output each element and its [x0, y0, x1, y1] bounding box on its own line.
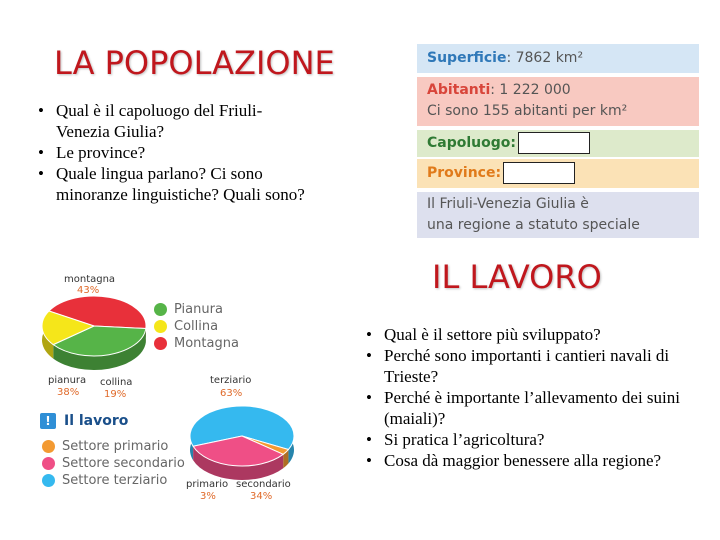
region-info-box — [417, 44, 699, 238]
capoluogo-blank-box — [518, 132, 590, 154]
legend-item-collina — [154, 318, 239, 335]
legend-dot — [42, 457, 55, 470]
legend-dot — [42, 474, 55, 487]
statuto-row — [417, 192, 699, 238]
pie2-pct-secondario: 34% — [250, 491, 273, 502]
pie2-pct-terziario: 63% — [220, 388, 243, 399]
territory-pie-chart — [34, 288, 154, 378]
superficie-row — [417, 44, 699, 73]
densita-text: Ci sono 155 abitanti per km² — [427, 103, 628, 119]
question-item: • Cosa dà maggior benessere alla regione? — [364, 450, 684, 471]
pie2-label-terziario: terziario — [210, 375, 252, 386]
superficie-value: : 7862 km² — [506, 50, 584, 66]
legend-item-terziario — [42, 472, 185, 489]
question-item: • Quale lingua parlano? Ci sono minoranze linguistiche? Quali sono? — [36, 163, 316, 205]
legend-dot — [154, 337, 167, 350]
legend-dot — [154, 320, 167, 333]
popolazione-title: LA POPOLAZIONE — [54, 44, 335, 82]
capoluogo-row — [417, 130, 699, 157]
legend-item-secondario — [42, 455, 185, 472]
statuto-line1: Il Friuli-Venezia Giulia è — [427, 196, 589, 212]
question-item: • Perché è importante l’allevamento dei suini (maiali)? — [364, 387, 684, 429]
capoluogo-label: Capoluogo — [427, 135, 511, 151]
legend-dot — [42, 440, 55, 453]
territory-legend — [154, 301, 239, 352]
question-item: • Si pratica l’agricoltura? — [364, 429, 684, 450]
popolazione-questions — [36, 100, 316, 205]
legend-item-montagna — [154, 335, 239, 352]
legend-dot — [154, 303, 167, 316]
legend-label: Settore primario — [62, 439, 169, 454]
lavoro-legend-title-text: Il lavoro — [64, 413, 129, 429]
abitanti-label: Abitanti — [427, 82, 491, 98]
province-blank-box — [503, 162, 575, 184]
question-item: • Perché sono importanti i cantieri navali di Trieste? — [364, 345, 684, 387]
question-item: • Le province? — [36, 142, 316, 163]
pie1-pct-montagna: 43% — [77, 285, 100, 296]
capoluogo-sep: : — [510, 135, 516, 151]
pie1-label-montagna: montagna — [64, 274, 116, 285]
province-row — [417, 159, 699, 188]
lavoro-title: IL LAVORO — [432, 258, 602, 296]
province-sep: : — [495, 165, 502, 181]
legend-label: Montagna — [174, 336, 239, 351]
superficie-label: Superficie — [427, 50, 507, 66]
pie2-label-secondario: secondario — [236, 479, 291, 490]
legend-label: Collina — [174, 319, 219, 334]
pie1-label-pianura: pianura — [48, 375, 87, 386]
legend-label: Settore terziario — [62, 473, 168, 488]
abitanti-row — [417, 77, 699, 126]
work-sector-pie-chart — [182, 398, 302, 488]
question-item: • Qual è il capoluogo del Friuli-Venezia Giulia? — [36, 100, 316, 142]
legend-item-primario — [42, 438, 185, 455]
province-label: Province — [427, 165, 496, 181]
info-icon: ! — [40, 413, 56, 429]
pie2-label-primario: primario — [186, 479, 229, 490]
pie1-label-collina: collina — [100, 377, 133, 388]
legend-label: Settore secondario — [62, 456, 185, 471]
lavoro-legend-title — [40, 413, 128, 429]
pie1-pct-collina: 19% — [104, 389, 127, 400]
pie1-pct-pianura: 38% — [57, 387, 80, 398]
lavoro-legend — [42, 438, 185, 489]
statuto-line2: una regione a statuto speciale — [427, 217, 640, 233]
abitanti-value: : 1 222 000 — [490, 82, 571, 98]
legend-label: Pianura — [174, 302, 223, 317]
legend-item-pianura — [154, 301, 239, 318]
lavoro-questions — [364, 324, 684, 471]
pie2-pct-primario: 3% — [200, 491, 216, 502]
question-item: • Qual è il settore più sviluppato? — [364, 324, 684, 345]
